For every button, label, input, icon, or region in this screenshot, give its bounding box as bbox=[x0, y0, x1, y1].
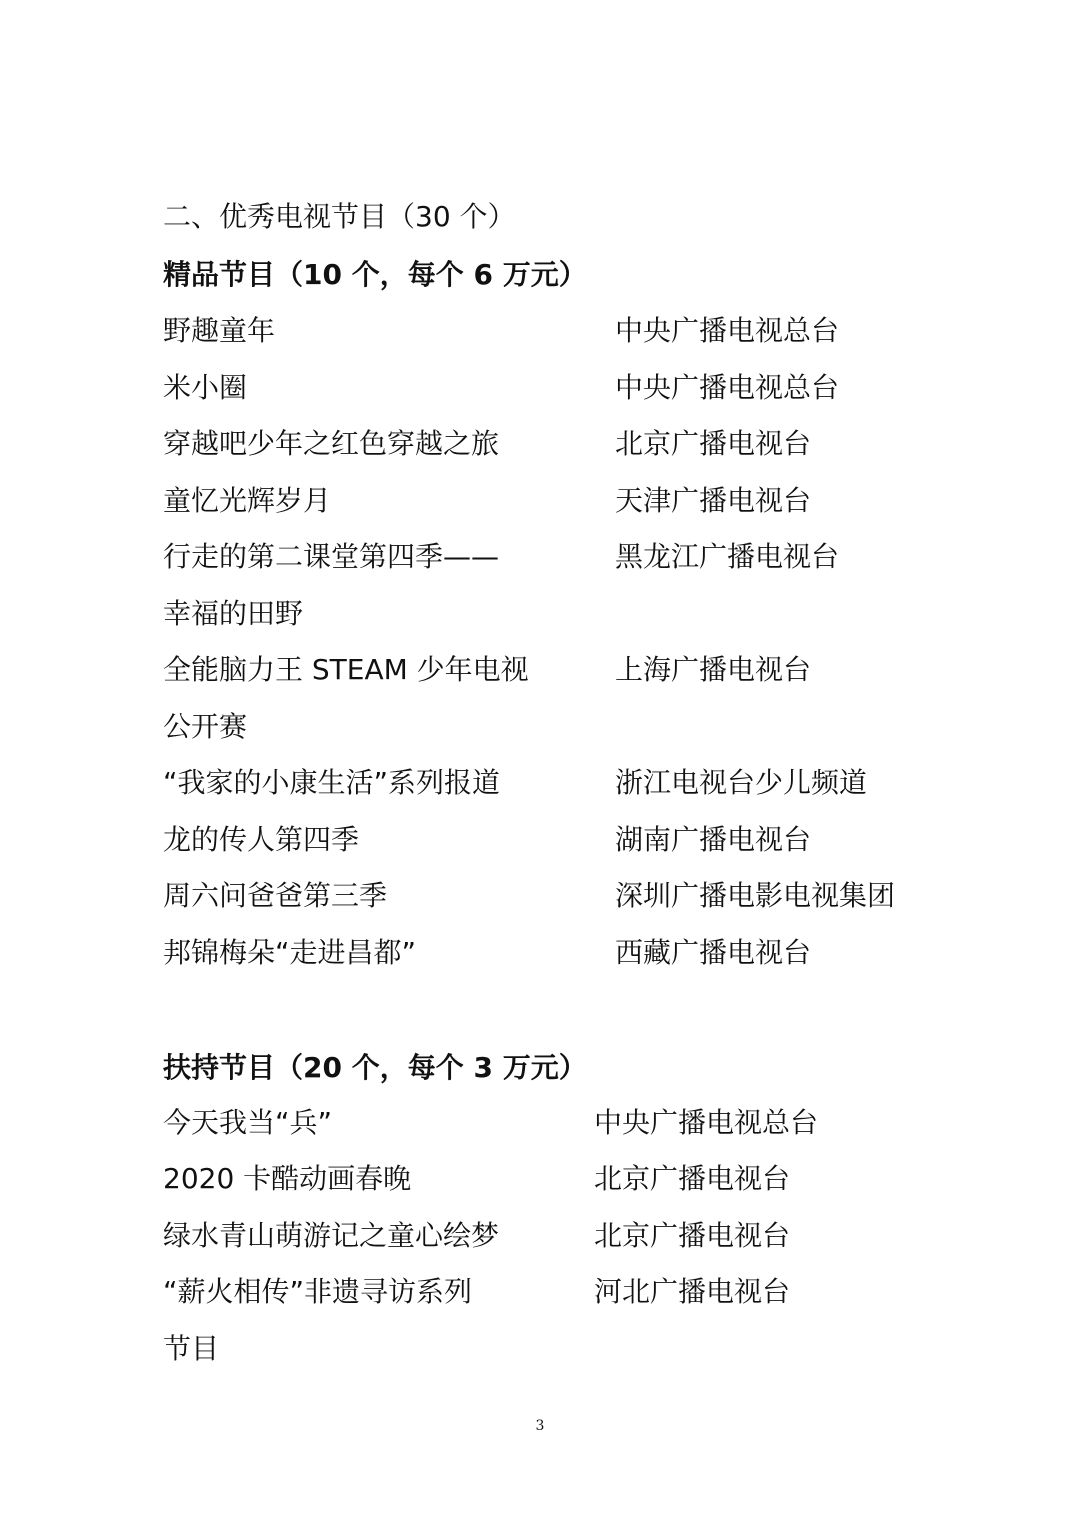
program-name: 今天我当“兵” bbox=[163, 1106, 333, 1139]
organization-name: 北京广播电视台 bbox=[615, 427, 812, 460]
program-name: 绿水青山萌游记之童心绘梦 bbox=[163, 1219, 500, 1252]
list-item bbox=[0, 311, 1080, 351]
program-name: “薪火相传”非遗寻访系列 bbox=[163, 1275, 473, 1308]
support-programs-title: 扶持节目（20 个，每个 3 万元） bbox=[163, 1051, 587, 1084]
section-heading: 二、优秀电视节目（30 个） bbox=[163, 200, 516, 233]
organization-name: 中央广播电视总台 bbox=[615, 314, 840, 347]
program-name-continuation: 幸福的田野 bbox=[163, 597, 304, 630]
fine-programs-title: 精品节目（10 个，每个 6 万元） bbox=[163, 258, 587, 291]
page-number: 3 bbox=[535, 1418, 545, 1434]
organization-name: 北京广播电视台 bbox=[594, 1162, 791, 1195]
program-name: 2020 卡酷动画春晚 bbox=[163, 1162, 412, 1195]
list-item bbox=[0, 537, 1080, 577]
program-name: 邦锦梅朵“走进昌都” bbox=[163, 936, 417, 969]
organization-name: 浙江电视台少儿频道 bbox=[615, 766, 868, 799]
organization-name: 天津广播电视台 bbox=[615, 484, 812, 517]
organization-name: 黑龙江广播电视台 bbox=[615, 540, 840, 573]
list-item bbox=[0, 1103, 1080, 1143]
program-name: 穿越吧少年之红色穿越之旅 bbox=[163, 427, 500, 460]
list-item bbox=[0, 763, 1080, 803]
organization-name: 中央广播电视总台 bbox=[594, 1106, 819, 1139]
program-name: 童忆光辉岁月 bbox=[163, 484, 332, 517]
program-name: 野趣童年 bbox=[163, 314, 276, 347]
program-name: 周六问爸爸第三季 bbox=[163, 879, 388, 912]
organization-name: 西藏广播电视台 bbox=[615, 936, 812, 969]
list-item bbox=[0, 1272, 1080, 1312]
program-name: 行走的第二课堂第四季—— bbox=[163, 540, 500, 573]
list-item bbox=[0, 424, 1080, 464]
list-item bbox=[0, 650, 1080, 690]
list-item bbox=[0, 1159, 1080, 1199]
organization-name: 上海广播电视台 bbox=[615, 653, 812, 686]
list-item bbox=[0, 820, 1080, 860]
program-name-continuation: 公开赛 bbox=[163, 710, 248, 743]
organization-name: 河北广播电视台 bbox=[594, 1275, 791, 1308]
program-name-continuation: 节目 bbox=[163, 1332, 220, 1365]
organization-name: 湖南广播电视台 bbox=[615, 823, 812, 856]
organization-name: 中央广播电视总台 bbox=[615, 371, 840, 404]
list-item bbox=[0, 368, 1080, 408]
list-item bbox=[0, 933, 1080, 973]
program-name: 全能脑力王 STEAM 少年电视 bbox=[163, 653, 529, 686]
list-item bbox=[0, 481, 1080, 521]
organization-name: 北京广播电视台 bbox=[594, 1219, 791, 1252]
program-name: “我家的小康生活”系列报道 bbox=[163, 766, 501, 799]
organization-name: 深圳广播电影电视集团 bbox=[615, 879, 896, 912]
list-item bbox=[0, 1216, 1080, 1256]
program-name: 米小圈 bbox=[163, 371, 248, 404]
list-item bbox=[0, 876, 1080, 916]
program-name: 龙的传人第四季 bbox=[163, 823, 360, 856]
